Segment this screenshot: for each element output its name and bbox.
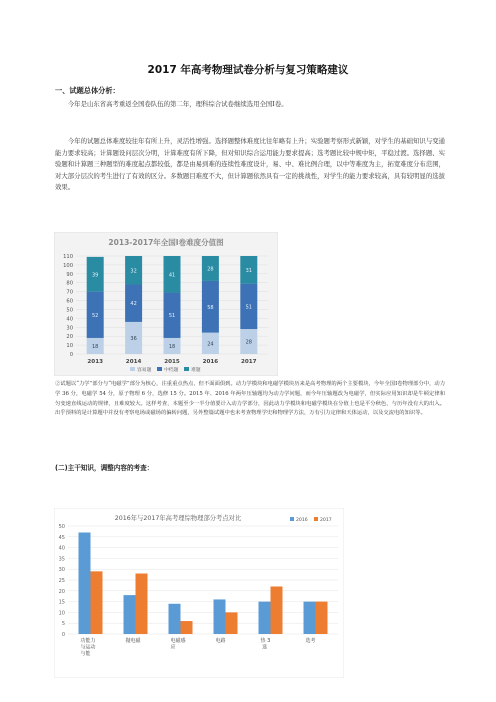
section-heading-2: (二)主干知识，调整内容的考查： bbox=[55, 464, 154, 472]
chart1-data-label: 18 bbox=[92, 343, 99, 350]
chart1-y-tick-label: 100 bbox=[63, 262, 73, 269]
chart2-legend-label: 2017 bbox=[320, 518, 332, 523]
topic-comparison-bar-chart bbox=[54, 508, 344, 678]
chart1-data-label: 51 bbox=[245, 304, 252, 311]
chart2-y-tick-label: 40 bbox=[58, 545, 65, 552]
chart1-title: 2013-2017年全国I卷难度分值图 bbox=[108, 238, 224, 247]
document-title: 2017 年高考物理试卷分析与复习策略建议 bbox=[147, 64, 349, 76]
chart1-data-label: 42 bbox=[130, 301, 137, 308]
chart2-x-tick-label-line: 电路 bbox=[215, 638, 226, 644]
chart2-bar bbox=[259, 602, 271, 634]
chart2-bar bbox=[181, 621, 193, 634]
chart2-bar bbox=[124, 595, 136, 634]
chart2-y-tick-label: 10 bbox=[58, 610, 65, 617]
chart2-y-tick-label: 50 bbox=[58, 524, 65, 530]
chart2-y-tick-label: 45 bbox=[58, 534, 65, 541]
chart2-y-tick-label: 25 bbox=[58, 578, 65, 584]
chart1-y-tick-label: 30 bbox=[66, 325, 73, 332]
chart1-data-label: 31 bbox=[245, 267, 252, 274]
chart2-x-tick-label-line: 应 bbox=[170, 644, 176, 651]
chart2-y-tick-label: 30 bbox=[58, 567, 65, 574]
chart2-x-tick-label-line: 选考 bbox=[305, 638, 316, 644]
chart2-y-tick-label: 5 bbox=[61, 621, 65, 628]
chart2-y-tick-label: 20 bbox=[58, 588, 65, 595]
chart1-y-tick-label: 50 bbox=[66, 307, 73, 314]
chart2-legend-swatch bbox=[290, 517, 294, 521]
paragraph-analysis: ②试题以“力学”部分与“电磁学”部分为核心，注重重点热点，但不面面俱到。动力学模块和电磁学模块历来是高考物理的两个主要模块，今年全国Ⅰ卷物理部分中，动力学 36 分，电磁学 54 分，原子物理 6 分，选修 15 分。2015 年、2016 年两年压轴题均为动力学问题，而今年压轴题改为电磁学，但实际应用知识却是牛顿定律和匀变速直线运动的规律，且难度较大。这样考查，本题至少一半分值要计入动力学部分，因此动力学模块和电磁学模块在分值上也是平分秋色，与历年没有大的出入。出乎预料的是计算题中并没有考察电场或磁场的偏转问题，另外整篇试题中也未考查物理学史和物理学方法，万有引力定律和天体运动，以及交流电的知识等。 bbox=[55, 381, 445, 417]
chart2-x-tick-label bbox=[216, 637, 226, 644]
chart2-bar bbox=[79, 532, 91, 634]
chart2-y-tick-label: 35 bbox=[58, 556, 65, 563]
chart1-legend-swatch bbox=[130, 367, 135, 371]
chart1-data-label: 24 bbox=[207, 341, 214, 348]
chart1-y-tick-label: 60 bbox=[66, 298, 73, 305]
chart1-data-label: 36 bbox=[130, 335, 137, 342]
chart2-bar bbox=[304, 602, 316, 634]
chart2-x-tick-label-line: 抛电磁 bbox=[125, 638, 141, 644]
chart1-y-tick-label: 40 bbox=[66, 316, 73, 323]
chart1-data-label: 52 bbox=[92, 312, 99, 319]
chart2-x-tick-label-line: 选 bbox=[260, 644, 268, 651]
chart1-y-tick-label: 0 bbox=[69, 352, 73, 358]
chart2-title: 2016年与2017年高考理综物理部分考点对比 bbox=[114, 515, 242, 522]
chart2-x-tick-label-line: 功能力 bbox=[80, 638, 96, 644]
chart1-y-tick-label: 90 bbox=[66, 271, 73, 278]
chart2-bar bbox=[169, 604, 181, 634]
chart1-legend-label: 难题 bbox=[191, 368, 201, 373]
chart1-data-label: 28 bbox=[245, 339, 252, 346]
chart2-bar bbox=[316, 602, 328, 634]
chart1-y-tick-label: 80 bbox=[66, 280, 73, 287]
chart2-x-tick-label-line: 与能 bbox=[80, 651, 91, 657]
chart1-data-label: 18 bbox=[168, 343, 176, 350]
chart2-x-tick-label-line: 与运动 bbox=[80, 644, 96, 651]
chart1-legend-swatch bbox=[157, 367, 162, 371]
paragraph-intro: 今年是山东省高考重返全国卷队伍的第二年，理科综合试卷继续选用全国Ⅰ卷。 bbox=[67, 100, 288, 108]
chart1-x-tick-label: 2015 bbox=[164, 359, 180, 365]
chart2-x-tick-label-line: 电磁感 bbox=[170, 638, 186, 644]
chart2-x-tick-label bbox=[306, 637, 316, 644]
chart1-data-label: 32 bbox=[130, 268, 137, 275]
chart1-legend-label: 中档题 bbox=[164, 368, 179, 373]
section-heading-1: 一、试题总体分析： bbox=[55, 86, 120, 95]
chart1-data-label: 39 bbox=[92, 272, 99, 279]
chart2-legend-swatch bbox=[314, 517, 318, 521]
chart1-data-label: 28 bbox=[207, 266, 214, 273]
chart1-legend-label: 容易题 bbox=[137, 368, 152, 373]
chart2-bar bbox=[91, 571, 103, 634]
chart1-data-label: 51 bbox=[168, 313, 176, 320]
chart2-bar bbox=[214, 599, 226, 634]
chart2-y-tick-label: 0 bbox=[61, 632, 65, 638]
chart1-x-tick-label: 2017 bbox=[241, 359, 257, 365]
difficulty-stacked-bar-chart bbox=[54, 232, 278, 376]
chart1-y-tick-label: 70 bbox=[66, 289, 73, 296]
chart2-y-tick-label: 15 bbox=[58, 599, 65, 606]
chart1-data-label: 58 bbox=[207, 304, 214, 311]
chart2-bar bbox=[271, 586, 283, 634]
chart2-legend-label: 2016 bbox=[296, 518, 308, 523]
chart2-x-tick-label-line: 热 3 bbox=[260, 638, 271, 644]
chart1-x-tick-label: 2016 bbox=[202, 359, 219, 365]
chart1-data-label: 41 bbox=[168, 272, 176, 279]
chart1-legend-swatch bbox=[184, 367, 189, 371]
chart1-y-tick-label: 20 bbox=[66, 334, 73, 341]
chart1-y-tick-label: 10 bbox=[66, 343, 73, 350]
chart1-x-tick-label: 2013 bbox=[87, 359, 103, 365]
chart1-x-tick-label: 2014 bbox=[125, 359, 142, 365]
chart2-bar bbox=[226, 612, 238, 634]
chart2-bar bbox=[136, 574, 148, 634]
paragraph-overview: 今年的试题总体难度较往年有所上升，灵活性增强。选择题整体难度比往年略有上升；实验题考察形式新颖，对学生的基础知识与变通能力要求较高；计算题设问层次分明，计算难度有所下降，但对知识综合运用能力要求提高；选考题比较中规中矩，平稳过渡。选择题、实验题和计算题三种题型的难度起点都较低，都是由易到难的连续性难度设计，易、中、难比例合理，以中等难度为主，拓宽难度分布范围，对大部分层次的考生进行了有效的区分。多数题目难度不大，但计算题依然具有一定的挑战性，对学生的能力要求较高，具有较明显的选拔效果。 bbox=[55, 137, 445, 192]
chart2-x-tick-label bbox=[126, 637, 142, 644]
chart1-y-tick-label: 110 bbox=[63, 254, 73, 260]
